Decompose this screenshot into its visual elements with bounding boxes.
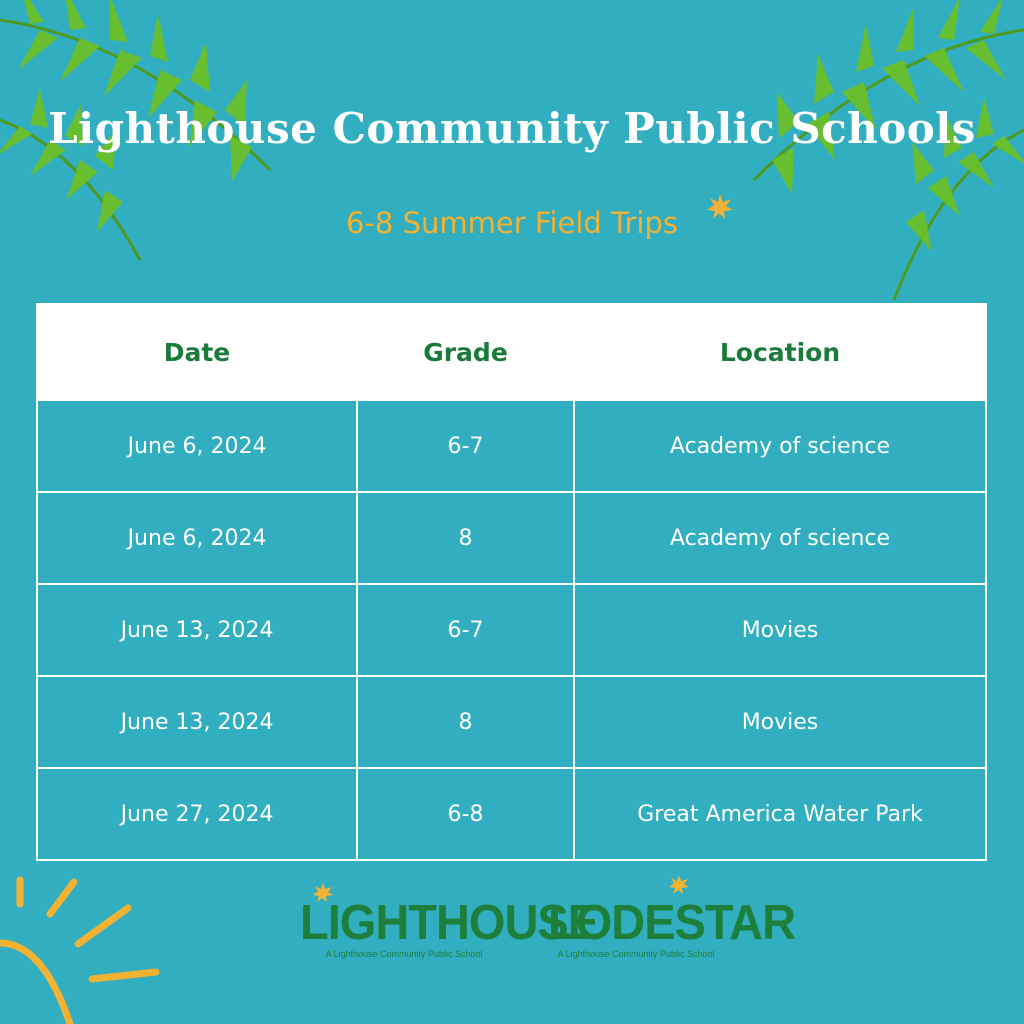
lighthouse-logo-tagline: A Lighthouse Community Public School [325,949,483,959]
sun-icon [0,874,180,1024]
cell-date: June 6, 2024 [37,492,357,584]
cell-date: June 13, 2024 [37,584,357,676]
column-header-grade: Grade [357,304,574,400]
lodestar-logo-tagline: A Lighthouse Community Public School [557,949,715,959]
table-row [37,584,986,676]
palm-leaf-right-icon [724,0,1024,310]
star-icon [706,193,734,221]
table-row [37,676,986,768]
cell-grade: 6-8 [357,768,574,860]
table-row [37,492,986,584]
field-trips-table [36,303,987,846]
cell-date: June 6, 2024 [37,400,357,492]
cell-location: Great America Water Park [574,768,986,860]
lodestar-logo-name: LODESTAR [548,893,796,950]
table-row [37,768,986,860]
cell-grade: 6-7 [357,584,574,676]
cell-date: June 13, 2024 [37,676,357,768]
column-header-location: Location [574,304,986,400]
cell-location: Movies [574,584,986,676]
table-header-row [37,304,986,400]
page-subtitle: 6-8 Summer Field Trips [346,206,678,240]
cell-grade: 8 [357,676,574,768]
cell-location: Academy of science [574,400,986,492]
page-title: Lighthouse Community Public Schools [48,104,976,153]
cell-grade: 8 [357,492,574,584]
lodestar-logo [548,880,796,959]
cell-grade: 6-7 [357,400,574,492]
lighthouse-logo-name: LIGHTHOUSE [300,893,599,950]
cell-location: Movies [574,676,986,768]
lighthouse-logo [300,880,599,959]
cell-location: Academy of science [574,492,986,584]
column-header-date: Date [37,304,357,400]
cell-date: June 27, 2024 [37,768,357,860]
table-row [37,400,986,492]
